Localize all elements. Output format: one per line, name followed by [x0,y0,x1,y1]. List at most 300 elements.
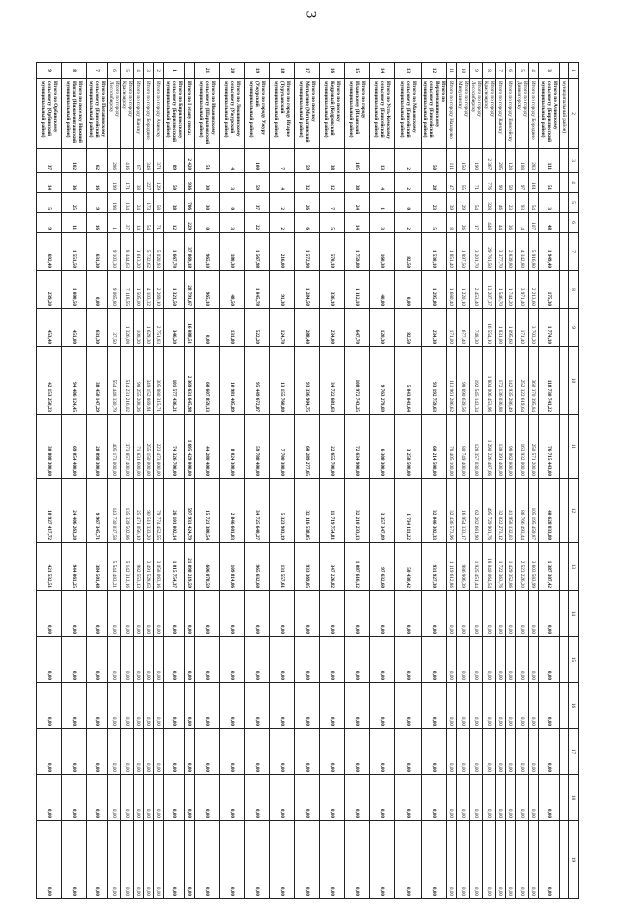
table-cell: 0,00 [506,591,516,637]
table-cell: 11 [447,63,457,79]
table-cell: 171 [121,173,134,193]
table-cell: 50 [164,173,185,193]
table-cell: 4 [134,63,144,79]
table-cell: 3 703,20 [529,309,539,347]
table-row [496,63,506,899]
table-cell: 51 [539,173,560,193]
table-cell: 59 [295,149,320,173]
table-cell: 1 [108,213,121,233]
table-cell: 0,00 [164,683,185,729]
table-cell: 965,10 [195,271,220,309]
table-cell: 0,00 [470,821,483,899]
table-cell: 124,70 [270,309,295,347]
table-cell: 0,00 [483,821,496,899]
table-cell: 0 [220,193,245,213]
table-row [483,63,496,899]
table-cell: 2 846 601,83 [220,479,245,543]
table-cell: 32 436 573,96 [447,479,457,543]
table-cell: 0,00 [516,729,529,775]
table-cell: 0,00 [516,637,529,683]
column-number: 3 [569,149,579,173]
table-cell: 198 [108,193,121,213]
table-cell: 0,00 [370,729,395,775]
table-cell: 0,00 [164,775,185,821]
table-cell: 0,00 [87,821,108,899]
table-cell: 91,30 [270,271,295,309]
table-cell: 13 [395,63,422,79]
table-cell: 0,00 [295,637,320,683]
table-cell: 7 [270,149,295,173]
table-cell [560,479,569,543]
table-cell: Итого по Усть-Кемскому сельсовету (Енисейский муниципальный район) [370,79,395,149]
column-number-row [569,63,579,899]
table-cell: 0,00 [270,729,295,775]
table-cell: 94 406 124,45 [62,347,87,415]
column-number: 14 [569,591,579,637]
table-cell: 16 088,51 [185,309,195,347]
table-cell: 0,00 [144,729,154,775]
table-cell: 2 [154,63,164,79]
table-cell: 22 655 700,00 [320,415,345,479]
table-row [470,63,483,899]
table-cell: 173 [144,193,154,213]
table-cell: Итого по городу Бородино [529,79,539,149]
table-cell: 3 603 583,99 [529,543,539,591]
table-cell: 0,00 [295,775,320,821]
table-cell: 48 [539,213,560,233]
table-cell: 2 [395,213,422,233]
table-cell: 0,00 [470,591,483,637]
table-cell: 5 [516,63,529,79]
table-cell: 101 577 436,21 [164,347,185,415]
table-cell: 82,50 [395,309,422,347]
table-cell: 0,00 [144,591,154,637]
table-cell: 50 430,42 [395,543,422,591]
table-cell: 47 [447,173,457,193]
table-cell: 0,00 [457,683,470,729]
table-cell: 30 808 300,00 [37,415,62,479]
column-number: 9 [569,309,579,347]
table-row [447,63,457,899]
table-cell: 1 831,00 [496,309,506,347]
table-cell: 13 [370,149,395,173]
table-cell: Итого по Верхнепашинскому сельсовету (Енисейский муниципальный район) [422,79,447,149]
table-cell: 0,00 [270,775,295,821]
table-cell [560,173,569,193]
table-cell: 0,00 [295,729,320,775]
table-cell: 0,00 [134,821,144,899]
table-cell: 0,00 [506,729,516,775]
table-row [144,63,154,899]
table-cell: 448 [483,213,496,233]
table-cell: 0,00 [195,637,220,683]
table-cell: 0,00 [483,637,496,683]
table-cell: 6 [506,63,516,79]
table-cell: 0,00 [121,591,134,637]
table-cell: 0,00 [121,637,134,683]
table-cell: 0,00 [422,729,447,775]
table-cell: 5 544 483,21 [108,543,121,591]
table-cell: 0,00 [345,729,370,775]
table-cell: 0,00 [395,683,422,729]
table-cell [560,233,569,271]
table-cell: 223 473 000,00 [154,415,164,479]
table-cell: 175,30 [539,271,560,309]
table-cell: 95 449 672,87 [245,347,270,415]
table-cell: 0,00 [470,637,483,683]
table-cell: 0,00 [121,683,134,729]
table-cell: 0,00 [539,821,560,899]
table-cell: 0,00 [345,591,370,637]
table-cell: 0,00 [144,683,154,729]
table-cell: 0,00 [345,637,370,683]
table-cell: 21 [195,63,220,79]
table-cell: 14 [37,173,62,193]
table-cell: 131,80 [220,309,245,347]
table-cell: Итого по городу Канску [134,79,144,149]
table-cell: 3 971,40 [516,271,529,309]
table-cell: 8 024 300,00 [220,415,245,479]
table-cell: 0,00 [245,729,270,775]
table-cell: 160,30 [370,233,395,271]
table-cell: 180,30 [220,233,245,271]
table-cell: 23 [422,193,447,213]
table-cell: 0,00 [496,821,506,899]
table-cell: 60 607 859,13 [195,347,220,415]
table-row [529,63,539,899]
table-cell: 514 231 216,02 [121,347,134,415]
table-cell: 28 [422,173,447,193]
table-cell: 0,00 [370,775,395,821]
table-cell: 12 [320,173,345,193]
table-cell [560,821,569,899]
table-cell: 24 [345,193,370,213]
table-cell: 93 [516,193,529,213]
table-cell: 3 058 063,16 [154,543,164,591]
table-cell: 11 [62,213,87,233]
table-cell: Итого по поселку Кедровый (Кедровский муниципальный район) [320,79,345,149]
table-cell: 3 [144,63,154,79]
table-cell: Итого по городу Енисейску [506,79,516,149]
table-cell: 0,00 [370,591,395,637]
table-cell: 0,00 [483,591,496,637]
table-cell: 8 [62,63,87,79]
column-number: 6 [569,213,579,233]
table-cell: 2 [395,149,422,173]
table-cell: 982 553,13 [134,543,144,591]
table-cell: 5 020,93 [154,233,164,271]
table-cell: 2 420 [185,149,195,173]
table-cell: 931 927,30 [422,543,447,591]
table-cell: 74 326 700,00 [164,415,185,479]
table-cell: 7 700 300,00 [270,415,295,479]
table-cell: 0,00 [516,821,529,899]
table-cell: 0,00 [320,591,345,637]
table-cell: 0,00 [134,775,144,821]
table-cell: 18 040 064,54 [483,543,496,591]
table-cell: 37 [245,193,270,213]
table-cell: 0,00 [220,821,245,899]
table-cell: 16 [87,213,108,233]
table-cell: 71 [154,213,164,233]
table-row [220,63,245,899]
table-cell: 348 [144,149,154,173]
table-cell: 1 774,10 [539,309,560,347]
table-cell: 0,00 [295,821,320,899]
table-cell: 0,00 [154,683,164,729]
table-row [370,63,395,899]
table-cell: 15 [345,63,370,79]
table-cell: 2 269,10 [154,271,164,309]
table-cell [560,271,569,309]
table-cell: 0,00 [516,775,529,821]
table-cell: 24 [134,193,144,213]
table-cell: 135 339 502,86 [121,479,134,543]
table-row [395,63,422,899]
table-cell: 188 [516,149,529,173]
table-cell: 0,00 [87,637,108,683]
table-cell: 128 [506,149,516,173]
table-cell: 120,30 [370,309,395,347]
table-cell: 9 065,80 [108,271,121,309]
table-cell: 8 [447,213,457,233]
table-cell: 0,00 [134,591,144,637]
table-cell: 22 [245,213,270,233]
table-cell: 0,00 [245,775,270,821]
table-cell: Итого по городу Ужуру (Ужурский муниципальный район) [245,79,270,149]
table-cell: 0,00 [144,775,154,821]
table-row [108,63,121,899]
table-cell: 48,50 [220,271,245,309]
table-cell: 933 369,05 [295,543,320,591]
table-cell: 0,00 [164,637,185,683]
table-cell: 150 [457,149,470,173]
page-number: 3 [302,10,319,19]
table-cell: 0,00 [496,637,506,683]
column-number: 2 [569,79,579,149]
table-cell: 100 [245,149,270,173]
table-cell: 0,00 [154,637,164,683]
table-cell: 522,20 [245,309,270,347]
table-body [37,63,569,899]
table-cell: 216,00 [270,233,295,271]
table-cell: 347 226,82 [320,543,345,591]
table-cell: 0,00 [144,821,154,899]
table-cell: 13 155 760,80 [270,347,295,415]
table-cell: 9 [87,193,108,213]
table-cell [560,309,569,347]
table-cell: 0,00 [220,775,245,821]
table-cell: 0,00 [195,683,220,729]
table-cell: Итого по городу Минусинску [457,79,470,149]
table-cell: 2 [395,173,422,193]
table-cell: 0,00 [108,591,121,637]
table-cell: 38 [320,149,345,173]
table-cell: 0,00 [506,637,516,683]
table-cell: 72 634 900,00 [345,415,370,479]
table-cell: Итого по городу Ачинску [154,79,164,149]
table-cell: 0,00 [320,821,345,899]
table-cell: 0,00 [121,775,134,821]
table-cell: 2 213,60 [529,271,539,309]
table-cell: 111 [539,149,560,173]
table-cell: 0,00 [539,637,560,683]
table-cell: 0,00 [395,775,422,821]
table-cell: 371 [154,149,164,173]
table-cell: 41 958 132,03 [506,479,516,543]
table-cell: 0,00 [395,591,422,637]
table-cell: 98 255 208,26 [134,347,144,415]
table-cell: 59 788 400,00 [245,415,270,479]
table-cell: 7 [496,63,506,79]
table-cell: 20 [220,63,245,79]
table-cell: 252 322 619,64 [516,347,529,415]
table-cell: 0,00 [345,683,370,729]
table-cell: 0,00 [295,683,320,729]
table-cell: 0,00 [529,729,539,775]
table-cell: 0,00 [483,683,496,729]
table-cell: 2 [270,193,295,213]
table-cell: 554 448 330,79 [108,347,121,415]
table-cell: 239,20 [37,271,62,309]
table-cell: 0,00 [245,637,270,683]
table-cell: 109 814,06 [220,543,245,591]
table-cell: 0,00 [496,683,506,729]
table-row [270,63,295,899]
table-cell: 76 715 443,00 [539,415,560,479]
table-cell [560,193,569,213]
table-cell: 128 357 030,00 [470,415,483,479]
table-cell: 108 972 743,25 [345,347,370,415]
table-cell: 692,40 [37,233,62,271]
table-cell: Итого по Орбинскому сельсовету (Орбинский муниципальный район) [37,79,62,149]
table-cell: 190 [470,149,483,173]
table-cell: 0,00 [108,637,121,683]
table-cell: 1 530,10 [422,233,447,271]
table-cell: 0,00 [539,729,560,775]
table-cell: 16 [320,63,345,79]
table-cell: 2 453,40 [470,271,483,309]
table-cell: 1 851,40 [447,233,457,271]
table-cell: 82,50 [395,233,422,271]
table-row [506,63,516,899]
table-row [560,63,569,899]
table-cell: 965,10 [195,233,220,271]
table-cell: 8 444,63 [121,233,134,271]
table-row [87,63,108,899]
table-cell: 111 961 286,62 [447,347,457,415]
table-row [245,63,270,899]
table-cell: 37 869,18 [185,233,195,271]
table-row [185,63,195,899]
table-cell: 105 [345,149,370,173]
table-cell: 107 [529,213,539,233]
table-cell: 3 357 347,09 [370,479,395,543]
table-cell: 30 [195,173,220,193]
table-cell: 0,00 [395,637,422,683]
table-cell: 38 [134,173,144,193]
table-cell: 40 628 033,80 [539,479,560,543]
column-number: 15 [569,637,579,683]
table-cell: 0,00 [62,821,87,899]
table-cell: 9 763 279,69 [370,347,395,415]
table-cell: 5 [320,213,345,233]
table-cell: 59 [245,173,270,193]
table-cell: 1 087 616,12 [345,543,370,591]
table-cell: 89 [164,149,185,173]
table-cell: 0,00 [320,637,345,683]
table-cell [560,415,569,479]
table-cell: 0,00 [539,683,560,729]
column-number: 16 [569,683,579,729]
column-number: 13 [569,543,579,591]
column-number: 18 [569,775,579,821]
table-cell: 4 [370,173,395,193]
table-cell: 171,00 [447,309,457,347]
table-cell: 647,70 [345,309,370,347]
table-cell: 0,00 [195,309,220,347]
table-cell: 0,00 [87,271,108,309]
table-cell: 0,00 [422,821,447,899]
table-cell [560,63,569,79]
table-cell: 55 [457,173,470,193]
table-cell: 1 119 612,86 [447,543,457,591]
table-cell: 0,00 [220,591,245,637]
table-cell: 0,00 [108,775,121,821]
table-cell: 986 906,39 [457,543,470,591]
table-cell: 50 [422,149,447,173]
table-cell: 118 730 741,22 [539,347,560,415]
table-cell: 0,00 [164,821,185,899]
table-cell: 0,00 [37,683,62,729]
table-cell: 86 766 493,44 [516,479,529,543]
table-cell: 0,00 [470,729,483,775]
table-cell: 7 [320,193,345,213]
table-cell [560,683,569,729]
table-cell: 0,00 [121,729,134,775]
table-cell: 13 207,37 [483,271,496,309]
table-cell: Итого по городу Красноярску [121,79,134,149]
table-cell: 0,00 [270,821,295,899]
table-cell [560,213,569,233]
table-cell: 0,00 [496,775,506,821]
table-cell: 1 804 006 453,96 [483,347,496,415]
table-cell: 78 405 100,00 [447,415,457,479]
column-number: 8 [569,271,579,309]
table-cell: 60 214 500,00 [422,415,447,479]
table-cell: 416 [121,149,134,173]
table-cell: 965 632,60 [245,543,270,591]
table-cell: 2 367 [483,149,496,173]
table-cell: 0,00 [220,729,245,775]
table-cell: 1 680,40 [447,271,457,309]
table-cell: 384 501,48 [87,543,108,591]
table-cell: 0,00 [164,591,185,637]
column-number: 19 [569,821,579,899]
table-cell: 0,00 [422,591,447,637]
table-cell: 1 387 307,42 [539,543,560,591]
table-cell: 0,00 [185,591,195,637]
table-cell: 90 [496,173,506,193]
table-cell: 1 112,10 [345,271,370,309]
table-cell: 346,20 [164,309,185,347]
table-cell: 606 078,59 [195,543,220,591]
table-cell: Итого по городу Иланскому (Иланский муниципальный район) [345,79,370,149]
table-cell: 286 [108,149,121,173]
table-cell: 3 201,70 [470,233,483,271]
table-cell: 30 [195,193,220,213]
table-cell: 26 101 002,14 [164,479,185,543]
